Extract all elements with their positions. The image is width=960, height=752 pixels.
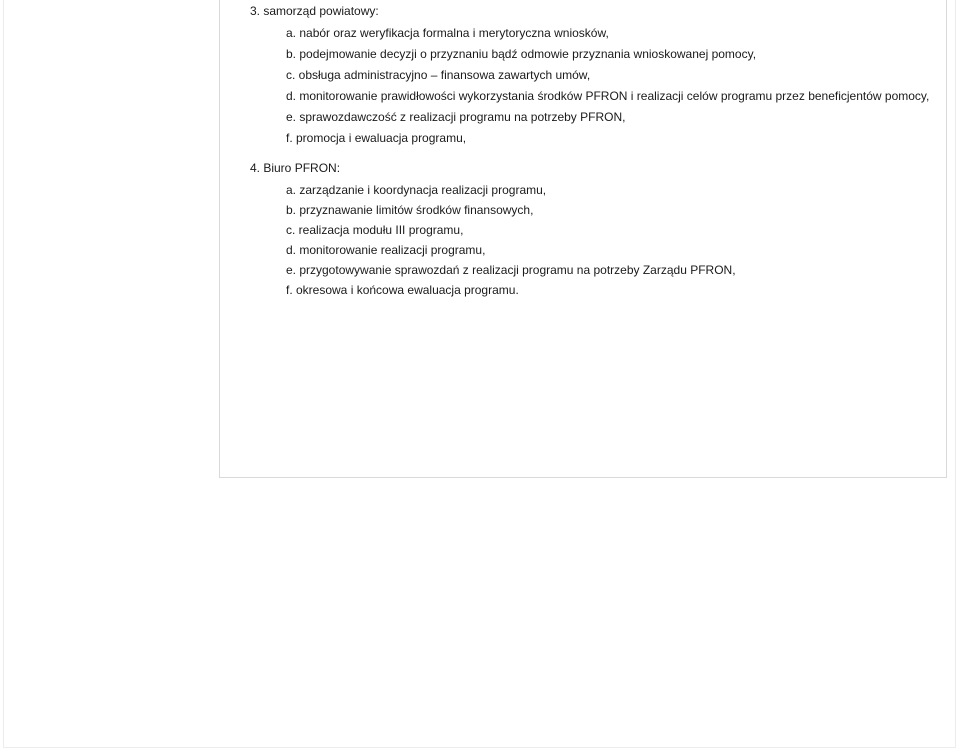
list-item: f. promocja i ewaluacja programu,: [286, 131, 467, 145]
list-item: e. sprawozdawczość z realizacji programu na potrzeby PFRON,: [286, 110, 626, 124]
list-item: b. przyznawanie limitów środków finansowych,: [286, 203, 534, 217]
list-item: e. przygotowywanie sprawozdań z realizacji programu na potrzeby Zarządu PFRON,: [286, 263, 736, 277]
list-item: d. monitorowanie realizacji programu,: [286, 243, 486, 257]
document-content: [250, 2, 930, 300]
list-item: b. podejmowanie decyzji o przyznaniu bądź odmowie przyznania wnioskowanej pomocy,: [286, 47, 757, 61]
list-item: a. zarządzanie i koordynacja realizacji programu,: [286, 183, 547, 197]
list-item: a. nabór oraz weryfikacja formalna i merytoryczna wniosków,: [286, 26, 609, 40]
samorzad-powiatowy-task-list: [250, 23, 930, 149]
list-item: c. obsługa administracyjno – finansowa zawartych umów,: [286, 68, 591, 82]
biuro-pfron-task-list: [250, 180, 930, 300]
section-heading-samorzad-powiatowy: 3. samorząd powiatowy:: [250, 4, 379, 18]
section-heading-biuro-pfron: 4. Biuro PFRON:: [250, 161, 341, 175]
section-spacer: [250, 149, 930, 159]
list-item: f. okresowa i końcowa ewaluacja programu.: [286, 283, 519, 297]
list-item: c. realizacja modułu III programu,: [286, 223, 464, 237]
list-item: d. monitorowanie prawidłowości wykorzystania środków PFRON i realizacji celów programu przez beneficjentów pomocy,: [286, 89, 930, 103]
